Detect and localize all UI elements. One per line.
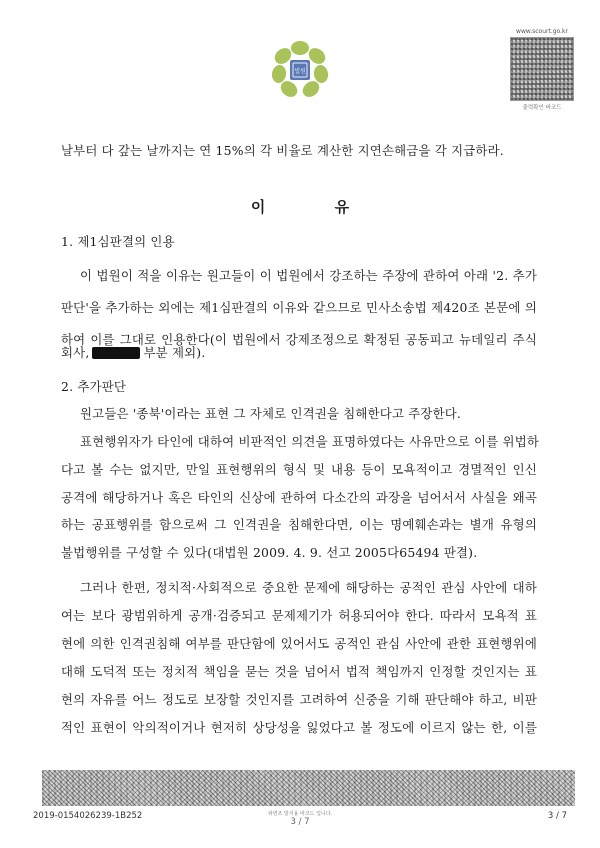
section1-last-line xyxy=(61,343,205,361)
section1-last-before: 회사, xyxy=(61,345,90,360)
section-heading: 이 유 xyxy=(250,198,382,216)
verification-qr-block xyxy=(508,28,576,111)
para2-line: 대해 도덕적 또는 정치적 책임을 묻는 것을 넘어서 법적 책임까지 인정할 것인지는 표 xyxy=(61,664,537,679)
section1-line: 이 법원이 적을 이유는 원고들이 이 법원에서 강조하는 주장에 관하여 아래 '2. 추가 xyxy=(80,268,537,283)
section1-title: 1. 제1심판결의 인용 xyxy=(61,234,175,249)
court-emblem-icon xyxy=(259,38,341,100)
page-number-right: 3 / 7 xyxy=(547,811,567,821)
qr-caption: 출력확인 바코드 xyxy=(522,105,562,111)
section1-line: 판단'을 추가하는 외에는 제1심판결의 이유와 같으므로 민사소송법 제420조 본문에 의 xyxy=(61,300,537,315)
para1-line: 하는 공표행위를 함으로써 그 인격권을 침해한다면, 이는 명예훼손과는 별개 유형의 xyxy=(61,517,537,532)
body-line-top: 날부터 다 갚는 날까지는 연 15%의 각 비율로 계산한 지연손해금을 각 지급하라. xyxy=(61,143,504,158)
para1-line: 공격에 해당하거나 혹은 타인의 신상에 관하여 다소간의 과장을 넘어서서 사실을 왜곡 xyxy=(61,490,537,505)
anti-forgery-barcode xyxy=(42,770,575,806)
document-id: 2019-0154026239-1B252 xyxy=(33,811,143,821)
section1-last-after: 부분 제외). xyxy=(143,345,206,360)
page-number-center: 3 / 7 xyxy=(290,817,310,827)
para1-line: 다고 볼 수는 없지만, 만일 표현행위의 형식 및 내용 등이 모욕적이고 경멸적인 인신 xyxy=(61,462,537,477)
section1-line: 하여 이를 그대로 인용한다(이 법원에서 강제조정으로 확정된 공동피고 뉴데일리 주식 xyxy=(61,332,537,347)
qr-url: www.scourt.go.kr xyxy=(516,28,568,35)
barcode-notice: 위변조 방지용 바코드 입니다. xyxy=(267,811,333,817)
section2-claim: 원고들은 '종북'이라는 표현 그 자체로 인격권을 침해한다고 주장한다. xyxy=(80,406,462,421)
para2-line: 적인 표현이 악의적이거나 현저히 상당성을 잃었다고 볼 정도에 이르지 않는 한, 이를 xyxy=(61,720,537,735)
para1-line: 표현행위자가 타인에 대하여 비판적인 의견을 표명하였다는 사유만으로 이를 위법하 xyxy=(80,434,540,449)
para2-line: 여는 보다 광범위하게 공개·검증되고 문제제기가 허용되어야 한다. 따라서 모욕적 표 xyxy=(61,608,537,623)
para2-line: 그러나 한편, 정치적·사회적으로 중요한 문제에 해당하는 공적인 관심 사안에 대하 xyxy=(80,580,537,595)
qr-code-icon xyxy=(510,37,574,101)
para2-line: 현에 의한 인격권침해 여부를 판단함에 있어서도 공적인 관심 사안에 관한 표현행위에 xyxy=(61,636,537,651)
para1-line: 불법행위를 구성할 수 있다(대법원 2009. 4. 9. 선고 2005다65494 판결). xyxy=(61,545,478,560)
redaction-block xyxy=(92,347,140,359)
section2-title: 2. 추가판단 xyxy=(61,379,127,394)
para2-line: 현의 자유를 어느 정도로 보장할 것인지를 고려하여 신중을 기해 판단해야 하고, 비판 xyxy=(61,692,537,707)
emblem-text: 법원 xyxy=(294,68,306,75)
